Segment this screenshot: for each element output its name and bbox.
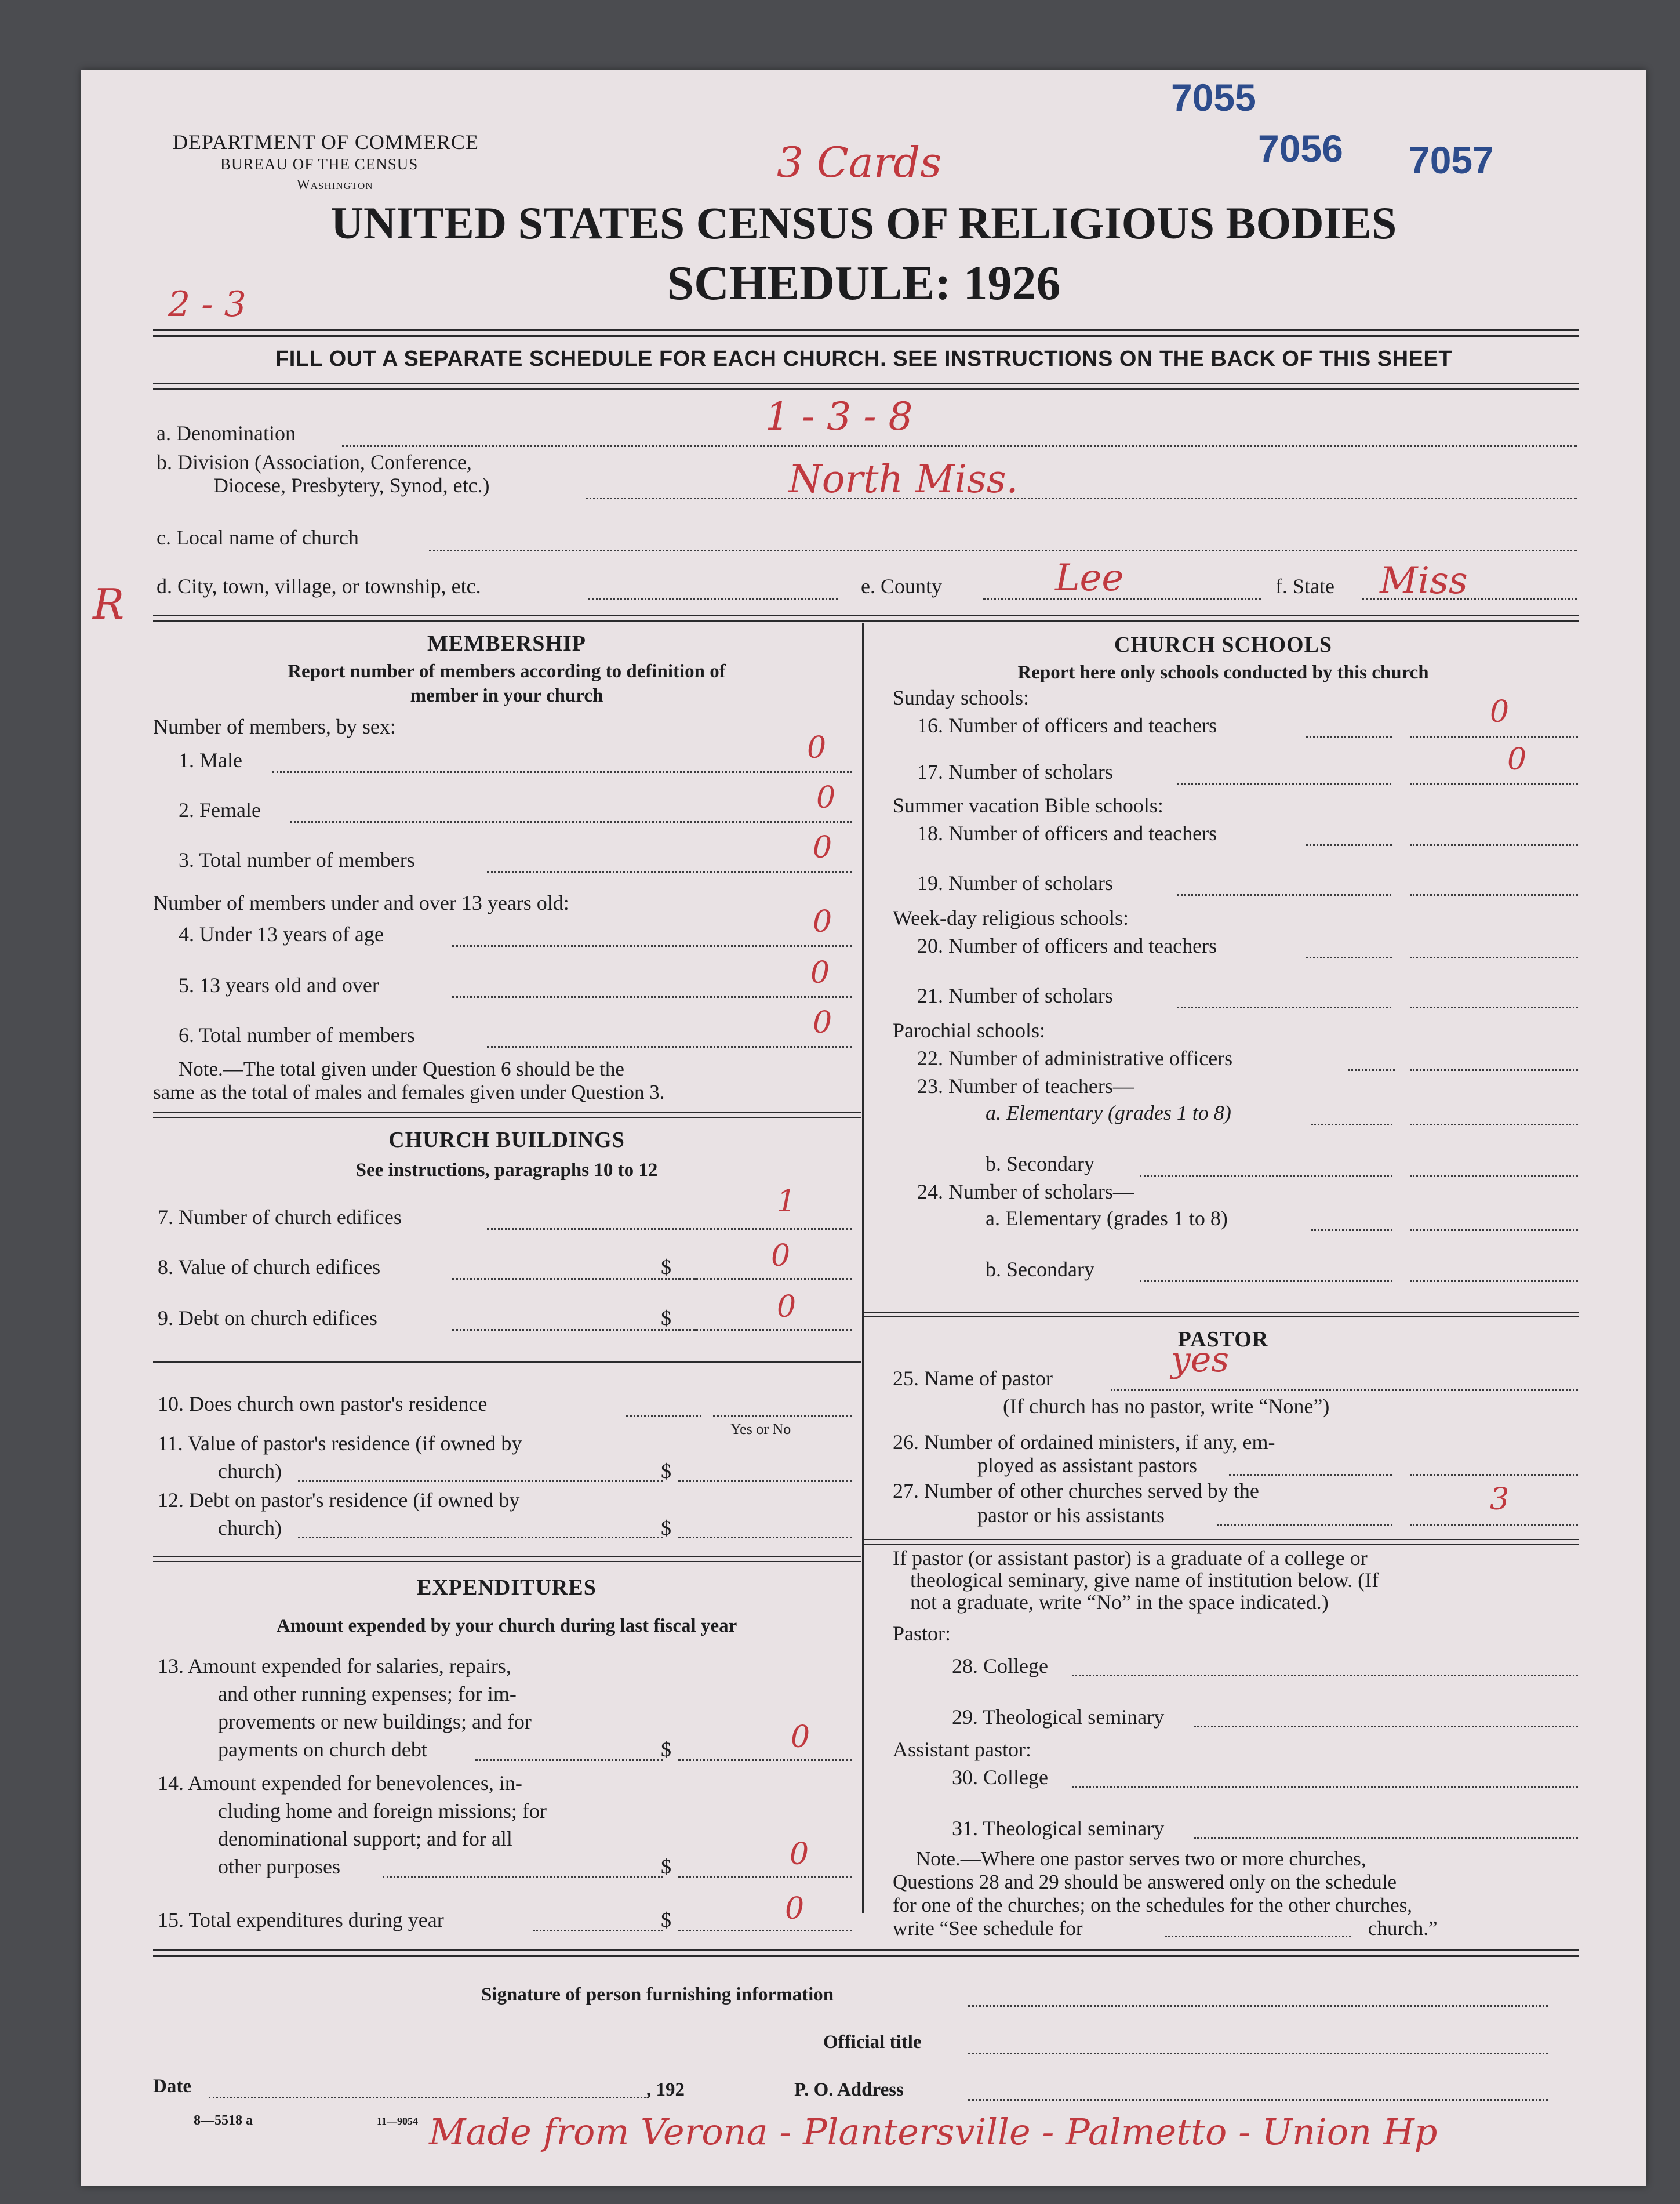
q17-label: 17. Number of scholars: [917, 760, 1113, 783]
q6-total-label: 6. Total number of members: [179, 1023, 415, 1047]
pastor-note-2: Questions 28 and 29 should be answered only on the schedule: [893, 1871, 1397, 1893]
q12-leader: [298, 1537, 663, 1538]
q25-pastor-name-field[interactable]: [1111, 1389, 1578, 1391]
q15-total-label: 15. Total expenditures during year: [158, 1908, 444, 1931]
q25-answer: yes: [1171, 1339, 1230, 1380]
q2-female-field[interactable]: [290, 821, 852, 823]
q3-total-field[interactable]: [487, 871, 852, 873]
pastor-note-3: for one of the churches; on the schedules for the other churches,: [893, 1894, 1413, 1916]
q20-leader: [1306, 957, 1392, 958]
q1-male-label: 1. Male: [179, 749, 242, 772]
q4-under13-field[interactable]: [452, 945, 852, 947]
local-name-label: c. Local name of church: [157, 526, 359, 549]
q22-field[interactable]: [1410, 1069, 1578, 1071]
q13-label-2: and other running expenses; for im-: [218, 1682, 517, 1705]
q17-field[interactable]: [1410, 783, 1578, 785]
pastor-note-4b: church.”: [1368, 1917, 1438, 1940]
q12-debt-field[interactable]: [678, 1537, 852, 1538]
q16-answer: 0: [1490, 695, 1510, 729]
q13-label-1: 13. Amount expended for salaries, repairs,: [158, 1654, 511, 1677]
q14-label-1: 14. Amount expended for benevolences, in-: [158, 1771, 522, 1795]
form-title: UNITED STATES CENSUS OF RELIGIOUS BODIES: [330, 198, 1397, 248]
q9-debt-label: 9. Debt on church edifices: [158, 1306, 377, 1330]
weekday-schools-label: Week-day religious schools:: [893, 906, 1129, 929]
q28-college-field[interactable]: [1072, 1675, 1578, 1676]
date-year-prefix: , 192: [646, 2079, 685, 2100]
city-field[interactable]: [588, 598, 838, 600]
parochial-schools-label: Parochial schools:: [893, 1019, 1045, 1042]
q7-edifices-label: 7. Number of church edifices: [158, 1206, 402, 1229]
denomination-label: a. Denomination: [157, 422, 296, 445]
pastor-note-1: Note.—Where one pastor serves two or more churches,: [916, 1847, 1366, 1870]
q8-leader: [452, 1278, 696, 1280]
q8-value-label: 8. Value of church edifices: [158, 1255, 381, 1279]
stamp-number-3: 7057: [1409, 139, 1494, 181]
summer-schools-label: Summer vacation Bible schools:: [893, 794, 1163, 817]
q21-label: 21. Number of scholars: [917, 984, 1113, 1007]
q27-leader: [1217, 1524, 1392, 1526]
q25-note: (If church has no pastor, write “None”): [1003, 1395, 1330, 1418]
denomination-answer: 1 - 3 - 8: [765, 394, 913, 439]
division-label-1: b. Division (Association, Conference,: [157, 451, 472, 474]
form-code-2: 11—9054: [377, 2115, 419, 2127]
q13-amount-answer: 0: [791, 1720, 810, 1755]
q24a-field[interactable]: [1410, 1229, 1578, 1231]
q2-female-label: 2. Female: [179, 798, 261, 822]
q19-label: 19. Number of scholars: [917, 872, 1113, 895]
handwritten-r-mark: R: [93, 580, 125, 629]
membership-heading: MEMBERSHIP: [427, 631, 586, 656]
q17-leader: [1177, 783, 1391, 785]
census-form: [81, 70, 1646, 2186]
q14-label-4: other purposes: [218, 1855, 340, 1878]
q31-label: 31. Theological seminary: [952, 1817, 1165, 1840]
q10-residence-label: 10. Does church own pastor's residence: [158, 1392, 488, 1415]
graduate-instruction-2: theological seminary, give name of institution below. (If: [910, 1568, 1379, 1592]
q12-label-1: 12. Debt on pastor's residence (if owned by: [158, 1488, 520, 1512]
q15-dollar: $: [661, 1908, 671, 1931]
membership-sub-1: Report number of members according to definition of: [288, 661, 726, 682]
q23a-leader: [1311, 1124, 1392, 1125]
q13-dollar: $: [661, 1738, 671, 1761]
q26-field[interactable]: [1410, 1474, 1578, 1476]
q27-field[interactable]: [1410, 1524, 1578, 1526]
q29-seminary-field[interactable]: [1194, 1726, 1578, 1727]
q18-field[interactable]: [1410, 844, 1578, 846]
q11-value-field[interactable]: [678, 1480, 852, 1482]
under-over-label: Number of members under and over 13 years old:: [153, 891, 569, 914]
q9-leader: [452, 1329, 696, 1331]
graduate-instruction-3: not a graduate, write “No” in the space indicated.): [910, 1591, 1329, 1614]
pastor-heading: PASTOR: [1177, 1327, 1269, 1352]
q7-edifices-field[interactable]: [487, 1228, 852, 1230]
local-name-field[interactable]: [429, 550, 1577, 551]
division-answer: North Miss.: [788, 457, 1019, 502]
q26-label-1: 26. Number of ordained ministers, if any, em-: [893, 1430, 1275, 1454]
official-title-field[interactable]: [968, 2053, 1548, 2054]
expenditures-heading: EXPENDITURES: [417, 1575, 597, 1600]
assistant-pastor-subheading: Assistant pastor:: [893, 1738, 1031, 1761]
signature-field[interactable]: [968, 2005, 1548, 2007]
form-code-1: 8—5518 a: [194, 2113, 253, 2128]
q24-label: 24. Number of scholars—: [917, 1180, 1134, 1203]
expenditures-sub: Amount expended by your church during last fiscal year: [276, 1615, 737, 1636]
date-label: Date: [153, 2076, 191, 2097]
stamp-number-1: 7055: [1171, 76, 1256, 119]
membership-sub-2: member in your church: [410, 685, 603, 706]
q14-amount-field[interactable]: [678, 1876, 852, 1878]
q13-label-4: payments on church debt: [218, 1738, 427, 1761]
state-label: f. State: [1275, 575, 1334, 598]
q15-leader: [533, 1930, 663, 1931]
date-field[interactable]: [209, 2097, 649, 2098]
q12-dollar: $: [661, 1516, 671, 1539]
members-by-sex-label: Number of members, by sex:: [153, 715, 396, 738]
division-label-2: Diocese, Presbytery, Synod, etc.): [213, 474, 490, 497]
q28-label: 28. College: [952, 1654, 1048, 1677]
q29-label: 29. Theological seminary: [952, 1705, 1165, 1729]
q10-leader: [626, 1415, 701, 1417]
q18-leader: [1306, 844, 1392, 846]
sunday-schools-label: Sunday schools:: [893, 686, 1030, 709]
see-schedule-for-field[interactable]: [1165, 1936, 1351, 1937]
handwritten-cards-note: 3 Cards: [777, 138, 942, 187]
schools-sub: Report here only schools conducted by this church: [1017, 662, 1429, 683]
q10-residence-field[interactable]: [713, 1415, 852, 1417]
q20-label: 20. Number of officers and teachers: [917, 934, 1217, 957]
q24b-leader: [1140, 1280, 1392, 1282]
q27-label-2: pastor or his assistants: [977, 1504, 1165, 1527]
q19-leader: [1177, 894, 1391, 896]
q13-amount-field[interactable]: [678, 1759, 852, 1761]
q17-answer: 0: [1507, 742, 1527, 777]
q5-over13-field[interactable]: [452, 996, 852, 998]
q18-label: 18. Number of officers and teachers: [917, 822, 1217, 845]
buildings-heading: CHURCH BUILDINGS: [388, 1128, 625, 1152]
stamp-number-2: 7056: [1258, 127, 1343, 170]
membership-note-2: same as the total of males and females given under Question 3.: [153, 1081, 665, 1103]
q6-total-field[interactable]: [487, 1046, 852, 1048]
q11-label-2: church): [218, 1459, 282, 1483]
official-title-label: Official title: [823, 2032, 922, 2053]
q24a-label: a. Elementary (grades 1 to 8): [986, 1207, 1228, 1230]
q6-total-answer: 0: [813, 1005, 832, 1040]
q31-seminary-field[interactable]: [1194, 1837, 1578, 1839]
handwritten-footer-note: Made from Verona - Plantersville - Palmetto - Union Hp: [429, 2111, 1438, 2153]
q13-label-3: provements or new buildings; and for: [218, 1710, 532, 1733]
q21-leader: [1177, 1007, 1391, 1008]
schedule-year: SCHEDULE: 1926: [667, 256, 1061, 310]
q8-value-answer: 0: [771, 1239, 791, 1273]
q9-dollar: $: [661, 1306, 671, 1330]
q1-male-answer: 0: [807, 731, 827, 765]
q1-male-field[interactable]: [272, 771, 852, 773]
po-address-label: P. O. Address: [794, 2079, 904, 2100]
q16-field[interactable]: [1410, 736, 1578, 738]
instruction-line: FILL OUT A SEPARATE SCHEDULE FOR EACH CHURCH. SEE INSTRUCTIONS ON THE BACK OF THIS SHEET: [275, 347, 1452, 371]
q4-under13-answer: 0: [813, 905, 832, 939]
q5-over13-answer: 0: [810, 956, 830, 990]
q22-label: 22. Number of administrative officers: [917, 1047, 1233, 1070]
q5-over13-label: 5. 13 years old and over: [179, 974, 379, 997]
q23b-field[interactable]: [1410, 1175, 1578, 1177]
q16-leader: [1306, 736, 1392, 738]
buildings-sub: See instructions, paragraphs 10 to 12: [355, 1160, 658, 1181]
q14-dollar: $: [661, 1855, 671, 1878]
q8-value-field[interactable]: [678, 1278, 852, 1280]
q9-debt-field[interactable]: [678, 1329, 852, 1331]
q15-total-field[interactable]: [678, 1930, 852, 1931]
q15-total-answer: 0: [785, 1891, 805, 1926]
denomination-field[interactable]: [342, 445, 1577, 447]
po-address-field[interactable]: [968, 2099, 1548, 2101]
q20-field[interactable]: [1410, 957, 1578, 958]
q8-dollar: $: [661, 1255, 671, 1279]
q11-label-1: 11. Value of pastor's residence (if owned by: [158, 1432, 522, 1455]
q14-label-3: denominational support; and for all: [218, 1827, 512, 1850]
yes-or-no-hint: Yes or No: [730, 1421, 791, 1437]
city-label: d. City, town, village, or township, etc.: [157, 575, 481, 598]
q21-field[interactable]: [1410, 1007, 1578, 1008]
state-answer: Miss: [1380, 560, 1468, 602]
q27-answer: 3: [1490, 1482, 1510, 1517]
q4-under13-label: 4. Under 13 years of age: [179, 923, 384, 946]
q30-college-field[interactable]: [1072, 1786, 1578, 1788]
q11-dollar: $: [661, 1459, 671, 1483]
q16-label: 16. Number of officers and teachers: [917, 714, 1217, 737]
q26-leader: [1229, 1474, 1392, 1476]
q7-edifices-answer: 1: [777, 1184, 797, 1219]
q14-label-2: cluding home and foreign missions; for: [218, 1799, 547, 1822]
signature-label: Signature of person furnishing information: [481, 1984, 834, 2005]
graduate-instruction-1: If pastor (or assistant pastor) is a graduate of a college or: [893, 1546, 1368, 1570]
q24b-label: b. Secondary: [986, 1258, 1094, 1281]
pastor-subheading: Pastor:: [893, 1622, 951, 1645]
schools-heading: CHURCH SCHOOLS: [1114, 633, 1333, 657]
q23a-label: a. Elementary (grades 1 to 8): [986, 1101, 1231, 1124]
q25-label: 25. Name of pastor: [893, 1367, 1053, 1390]
q24b-field[interactable]: [1410, 1280, 1578, 1282]
pastor-note-4a: write “See schedule for: [893, 1917, 1083, 1940]
division-field[interactable]: [586, 498, 1577, 499]
q14-leader: [383, 1876, 663, 1878]
q23-label: 23. Number of teachers—: [917, 1074, 1134, 1098]
q27-label-1: 27. Number of other churches served by the: [893, 1479, 1259, 1502]
q19-field[interactable]: [1410, 894, 1578, 896]
q3-total-label: 3. Total number of members: [179, 848, 415, 872]
q3-total-answer: 0: [813, 830, 832, 865]
department-name: DEPARTMENT OF COMMERCE: [173, 130, 479, 154]
q26-label-2: ployed as assistant pastors: [977, 1454, 1197, 1477]
q23b-leader: [1140, 1175, 1392, 1177]
city-name: Washington: [297, 177, 373, 193]
q9-debt-answer: 0: [777, 1290, 797, 1324]
q14-amount-answer: 0: [790, 1837, 809, 1872]
handwritten-code: 2 - 3: [168, 284, 246, 325]
q22-leader: [1348, 1069, 1395, 1071]
bureau-name: BUREAU OF THE CENSUS: [220, 155, 419, 173]
membership-note-1: Note.—The total given under Question 6 should be the: [179, 1058, 624, 1080]
q13-leader: [475, 1759, 663, 1761]
q23a-field[interactable]: [1410, 1124, 1578, 1125]
county-label: e. County: [861, 575, 942, 598]
q2-female-answer: 0: [816, 780, 836, 815]
q11-leader: [298, 1480, 663, 1482]
q30-label: 30. College: [952, 1766, 1048, 1789]
q12-label-2: church): [218, 1516, 282, 1539]
county-answer: Lee: [1055, 557, 1124, 600]
q24a-leader: [1311, 1229, 1392, 1231]
q23b-label: b. Secondary: [986, 1152, 1094, 1175]
